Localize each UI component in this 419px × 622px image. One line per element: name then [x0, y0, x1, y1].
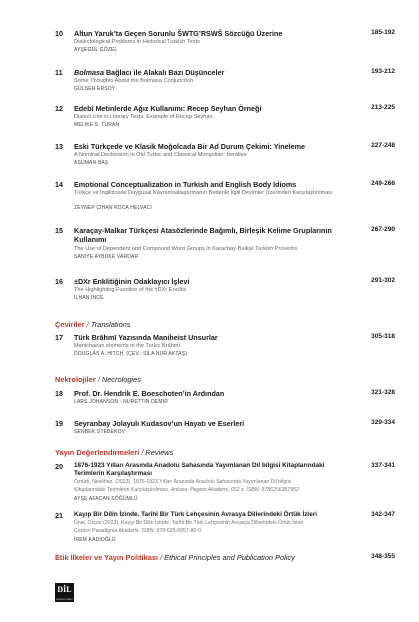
entry-number: 19 [55, 419, 63, 428]
section-heading-necrologies [55, 375, 141, 384]
entry-title[interactable]: Seyranbay Jolayulı Kudasov’un Hayatı ve Eserleri [74, 419, 245, 428]
entry-number: 15 [55, 226, 63, 235]
entry-pages: 321-328 [371, 389, 395, 396]
entry-pages: 348-355 [371, 553, 395, 560]
entry-title[interactable]: Türk Brāhmī Yazısında Maniheist Unsurlar [74, 333, 218, 342]
section-title-en: Translations [90, 320, 131, 329]
entry-title[interactable]: 1876-1923 Yılları Arasında Anadolu Sahasında Yayımlanan Dil bilgisi Kitaplarındaki Terimlerin Karşılaştırması [74, 462, 325, 477]
section-title: Yayın Değerlendirmeleri [55, 448, 140, 457]
section-separator: / [97, 375, 100, 384]
entry-subtitle: A Nominal Declension in Old Turkic and Classical Mongolian: Iterative [74, 152, 247, 158]
logo-tagline: araştırmaları [56, 597, 73, 601]
journal-logo [55, 583, 74, 602]
section-title-en: Reviews [145, 448, 174, 457]
entry-reference: Kitaplarındaki Terimlerin Karşılaştırılması. Ankara: Pegem Akademi, 652 s. ISBN: 9786256357952 [74, 487, 299, 493]
entry-title[interactable]: Prof. Dr. Hendrik E. Boeschoten’in Ardından [74, 389, 225, 398]
entry-title[interactable]: Edebî Metinlerde Ağız Kullanımı: Recep Seyhan Örneği [74, 104, 262, 113]
entry-author: MELIKE S. TURAN [74, 122, 120, 128]
section-title: Çeviriler [55, 320, 85, 329]
section-heading-translations [55, 320, 131, 329]
entry-number: 21 [55, 511, 63, 520]
entry-author: İLHAN İNCE [74, 295, 104, 301]
entry-author: İREM KADIOĞLU [74, 537, 116, 543]
entry-title-italic: Bolmasa [74, 68, 104, 77]
entry-subtitle: The Highlighting Function of the ±DXr Enclitic [74, 287, 187, 293]
section-heading-ethics [55, 553, 295, 562]
entry-subtitle: Dialectological Problems in Historical Turkish Texts [74, 39, 200, 45]
entry-pages: 227-248 [371, 142, 395, 149]
entry-author: DOUGLAS A. HITCH, (ÇEV.: SILA NUR AKTAŞ) [74, 351, 187, 357]
entry-subtitle: The Use of Dependent and Compound Word Groups in Karachay-Balkar Turkish Proverbs [74, 246, 298, 252]
entry-number: 16 [55, 277, 63, 286]
entry-subtitle: Some Thoughts About the Bolmasa Conjunction [74, 78, 193, 84]
entry-pages: 329-334 [371, 419, 395, 426]
entry-pages: 291-302 [371, 277, 395, 284]
section-title-en: Necrologies [101, 375, 141, 384]
entry-author: SANIYE AYBÜKE VARDAR [74, 254, 139, 260]
entry-number: 13 [55, 142, 63, 151]
entry-reference: Ünal, Orçun (2023). Kayıp Bir Dilin İzinde. Tarihî Bir Türk Lehçesinin Avrasya Dillerindeki Örtük İzleri. [74, 520, 305, 526]
entry-pages: 249-266 [371, 180, 395, 187]
entry-author: AYŞE AFACAN SÖĞÜMLÜ [74, 496, 138, 502]
entry-title[interactable]: Karaçay-Malkar Türkçesi Atasözlerinde Bağımlı, Birleşik Kelime Gruplarının Kullanımı [74, 226, 332, 244]
section-heading-reviews [55, 448, 173, 457]
entry-title[interactable]: Kayıp Bir Dilin İzinde. Tarihî Bir Türk Lehçesinin Avrasya Dillerindeki Örtük İzleri [74, 511, 318, 518]
entry-title[interactable]: Emotional Conceptualization in Turkish and English Body Idioms [74, 180, 297, 189]
entry-number: 11 [55, 68, 63, 77]
entry-subtitle: Manichaean elements in the Turkic Brāhmī [74, 343, 181, 349]
entry-author: GÜLSER ERSOY [74, 86, 116, 92]
entry-number: 20 [55, 462, 63, 471]
section-separator: / [160, 553, 163, 562]
entry-number: 18 [55, 389, 63, 398]
section-title: Nekrolojiler [55, 375, 96, 384]
section-title-en: Ethical Principles and Publication Policy [164, 553, 295, 562]
logo-text: DİL [57, 585, 72, 594]
entry-author: ZEYNEP CIHAN KOCA HELVACI [74, 205, 152, 211]
entry-title[interactable]: ±DXr Enklitiğinin Odaklayıcı İşlevi [74, 277, 190, 286]
entry-pages: 193-212 [371, 68, 395, 75]
entry-pages: 185-192 [371, 29, 395, 36]
entry-pages: 342-347 [371, 511, 395, 518]
entry-subtitle: Dialect Use in Literary Texts: Example of Recep Seyhan [74, 114, 213, 120]
section-title: Etik İlkeler ve Yayın Politikası [55, 553, 158, 562]
entry-author: SENBEK UTEBEKOV [74, 429, 126, 435]
entry-subtitle: Türkçe ve İngilizcede Duygusal Kavramsallaştırmanın Bedenle İlgili Deyimler Üzerinden Karşılaştırılması [74, 190, 333, 196]
entry-number: 17 [55, 333, 63, 342]
entry-title[interactable]: Eski Türkçede ve Klasik Moğolcada Bir Ad Durum Çekimi: Yineleme [74, 142, 306, 151]
entry-author: AYŞEGÜL GÖZEL [74, 47, 118, 53]
section-separator: / [141, 448, 144, 457]
entry-title-rest: Bağlacı ile Alakalı Bazı Düşünceler [103, 68, 225, 77]
entry-pages: 337-341 [371, 462, 395, 469]
entry-author: ASUMAN BAŞ [74, 160, 109, 166]
entry-reference: Çankırı Paradigma Akademi. ISBN: 978-625-6957-80-0. [74, 528, 203, 534]
entry-title[interactable]: Altun Yaruk’ta Geçen Sorunlu ŠWTG’RSWŠ Sözcüğü Üzerine [74, 29, 283, 38]
section-separator: / [86, 320, 89, 329]
entry-reference: Öztürk, Neslihan. (2023). 1876-1923 Yılları Arasında Anadolu Sahasında Yayımlanan Dil bilgisi [74, 479, 292, 485]
entry-number: 12 [55, 104, 63, 113]
entry-pages: 305-318 [371, 333, 395, 340]
entry-number: 10 [55, 29, 63, 38]
entry-pages: 267-290 [371, 226, 395, 233]
entry-pages: 213-225 [371, 104, 395, 111]
entry-title[interactable] [74, 68, 344, 77]
entry-author: LARS JOHANSON - NURETTIN DEMIR [74, 399, 168, 405]
entry-number: 14 [55, 180, 63, 189]
